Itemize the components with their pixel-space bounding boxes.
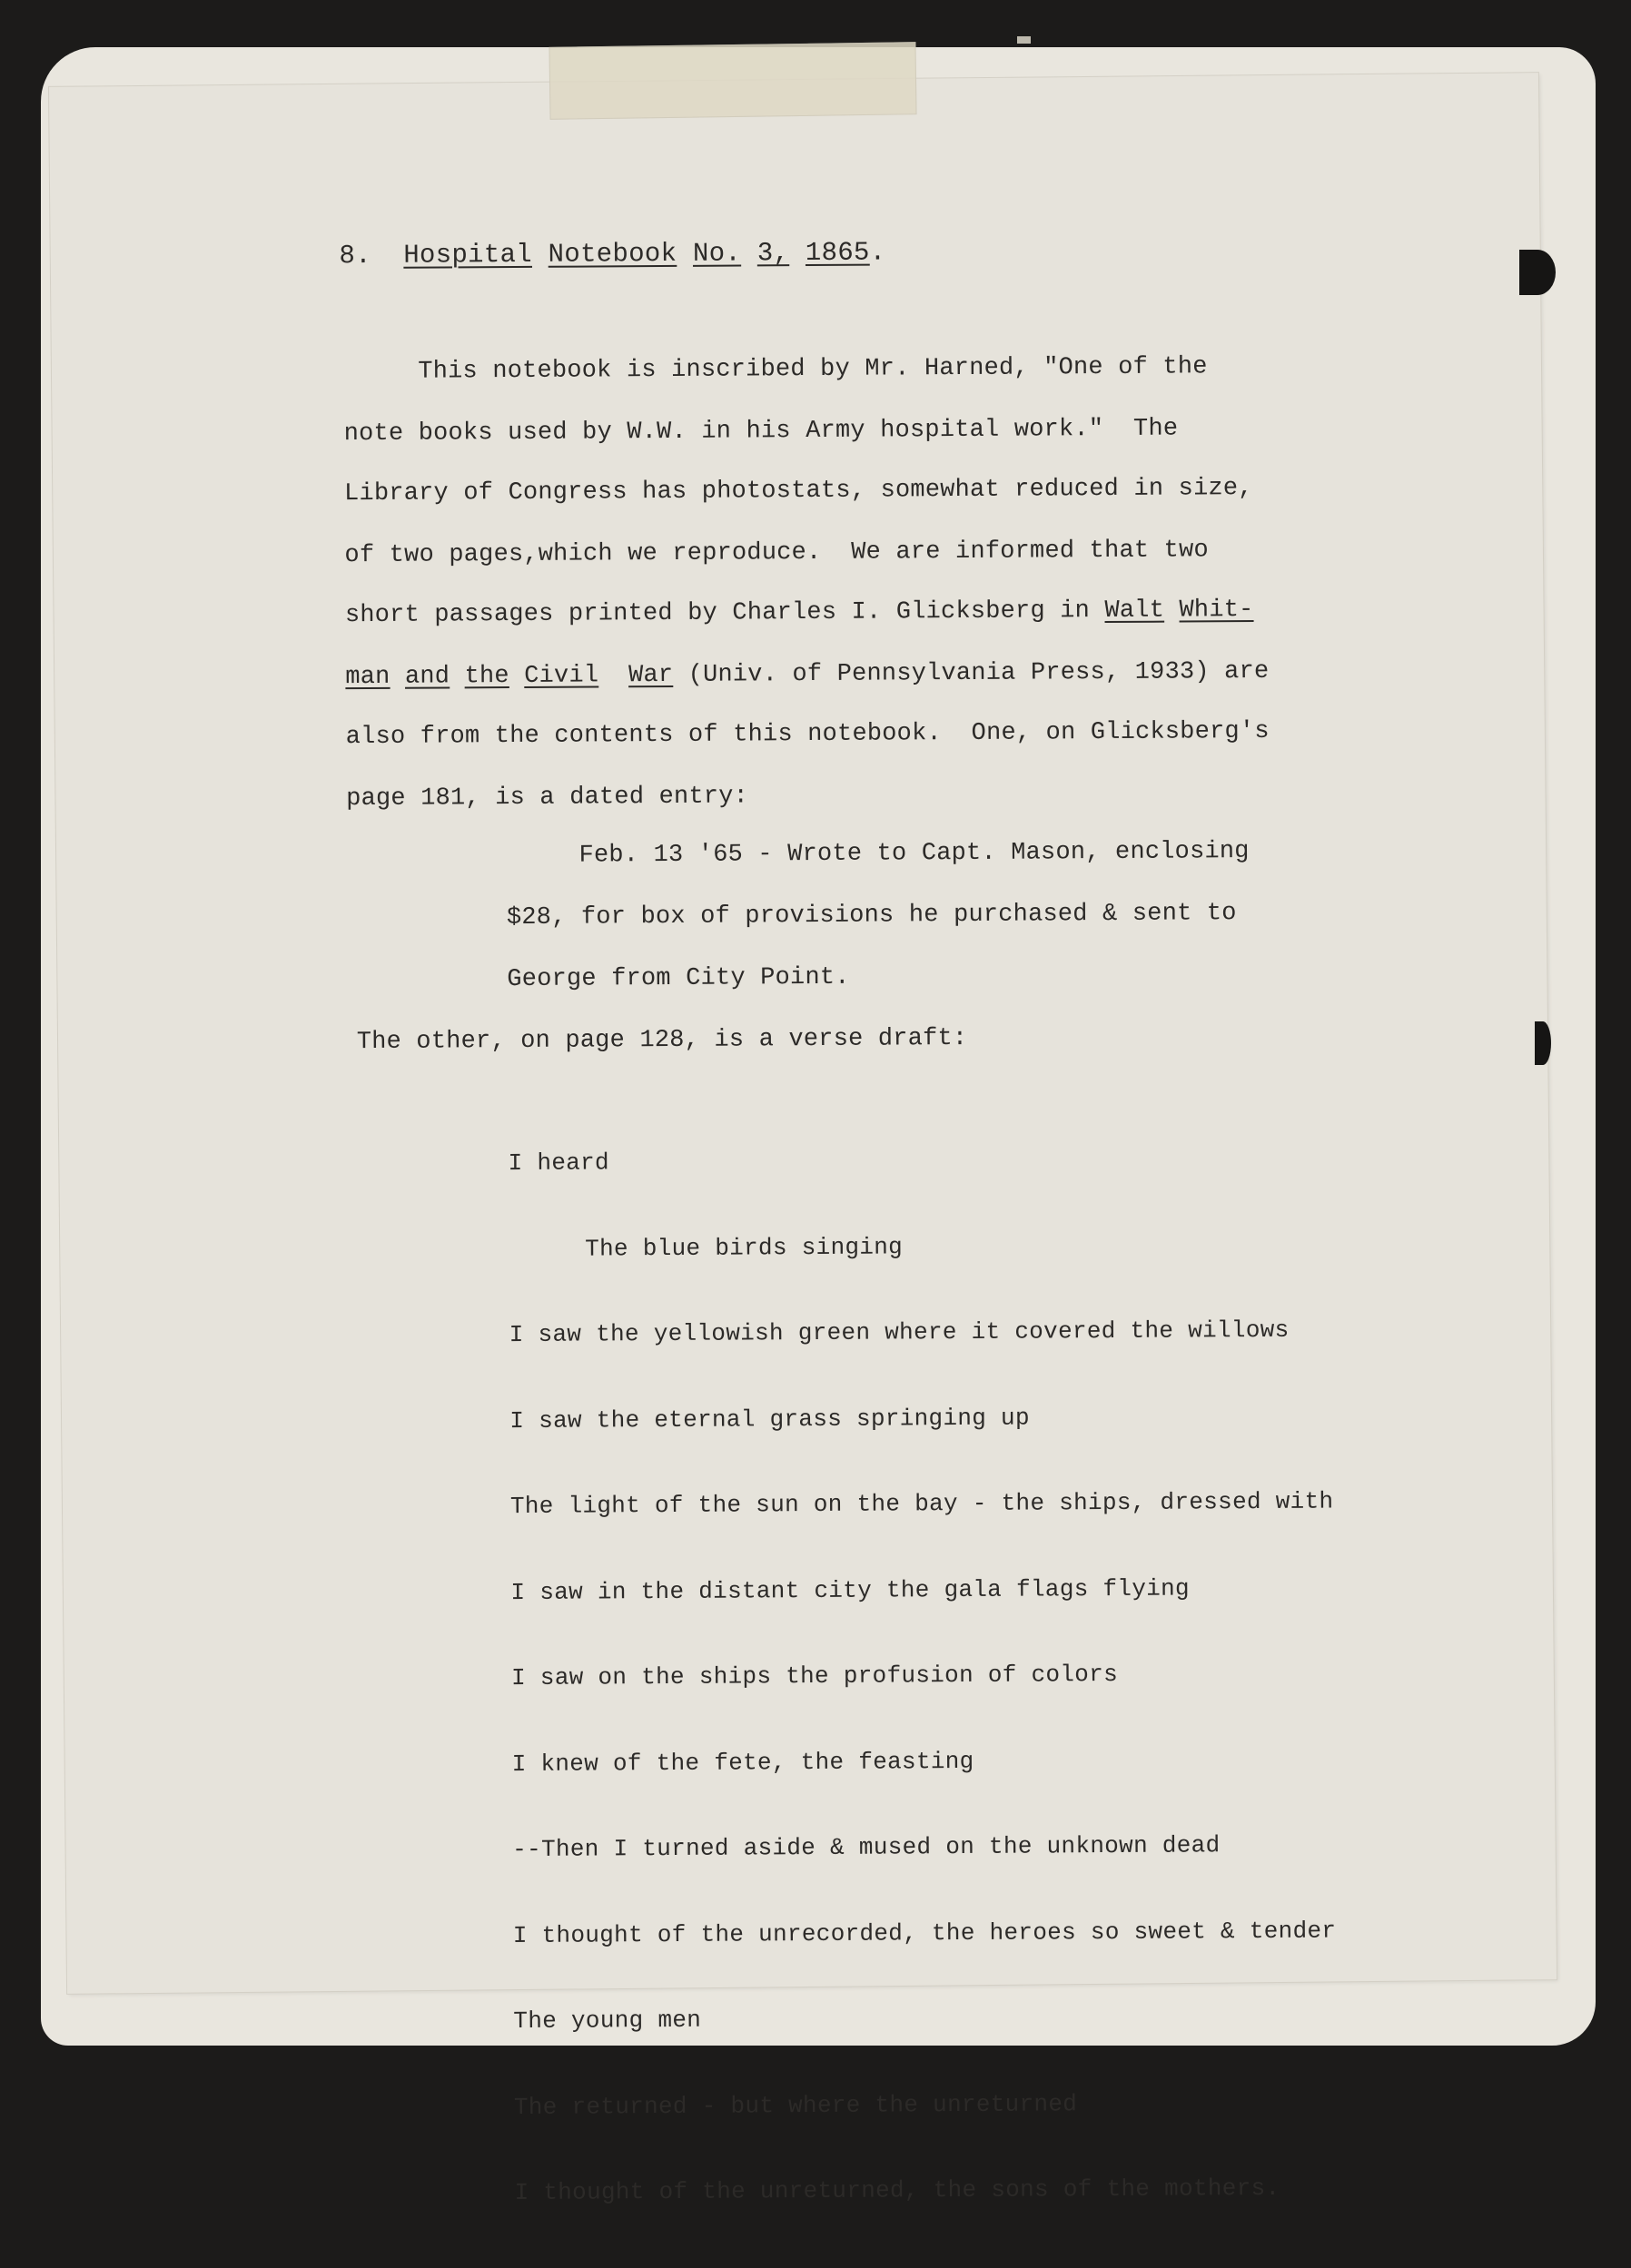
paragraph-line: This notebook is inscribed by Mr. Harned, "One of the <box>418 353 1208 386</box>
heading-year: 1865 <box>805 237 870 269</box>
verse-line: I knew of the fete, the feasting <box>511 1747 974 1778</box>
verse-line: The young men <box>513 2006 702 2036</box>
book-title-word: Civil <box>524 662 599 690</box>
heading-word: No. <box>692 238 742 269</box>
verse-line: The returned - but where the unreturned <box>513 2089 1078 2121</box>
heading-word: Hospital <box>403 239 533 271</box>
verse-draft <box>508 1088 1338 2265</box>
verse-line: I saw on the ships the profusion of colors <box>510 1660 1119 1692</box>
line-text: (Univ. of Pennsylvania Press, 1933) are <box>687 657 1270 689</box>
book-title-word: the <box>464 663 509 691</box>
dated-entry-line: George from City Point. <box>507 963 850 994</box>
paragraph-line: also from the contents of this notebook. One, on Glicksberg's <box>345 717 1270 752</box>
dated-entry-line: $28, for box of provisions he purchased & sent to <box>506 900 1237 932</box>
book-title-word: man <box>345 663 390 692</box>
dated-entry-line: Feb. 13 '65 - Wrote to Capt. Mason, enclosing <box>578 838 1250 870</box>
book-title-word: and <box>404 663 450 691</box>
verse-line: The light of the sun on the bay - the ships, dressed with <box>509 1487 1334 1521</box>
verse-line: I saw in the distant city the gala flags flying <box>510 1574 1190 1606</box>
section-heading <box>339 238 885 271</box>
book-title-word: Whit- <box>1179 597 1254 625</box>
verse-line: I thought of the unrecorded, the heroes so sweet & tender <box>512 1917 1337 1949</box>
heading-word: Notebook <box>548 238 677 270</box>
verse-line: I saw the eternal grass springing up <box>509 1404 1030 1435</box>
book-title-word: War <box>628 661 674 690</box>
verse-line: I saw the yellowish green where it covered the willows <box>509 1316 1290 1349</box>
paragraph-line: of two pages,which we reproduce. We are informed that two <box>344 537 1209 570</box>
paragraph-line: page 181, is a dated entry: <box>346 783 749 814</box>
verse-line: I heard <box>508 1149 610 1178</box>
heading-volume: 3, <box>756 238 790 269</box>
book-title-word: Walt <box>1104 597 1165 626</box>
paragraph-line <box>345 658 1269 691</box>
section-number: 8. <box>339 240 372 271</box>
line-text: short passages printed by Charles I. Glicksberg in <box>344 597 1105 630</box>
paragraph-line <box>345 597 1254 629</box>
verse-line: --Then I turned aside & mused on the unknown dead <box>512 1831 1221 1864</box>
heading-trailing: . <box>869 237 886 268</box>
transition-line: The other, on page 128, is a verse draft: <box>356 1024 968 1057</box>
verse-line: The blue birds singing <box>585 1232 904 1263</box>
paragraph-line: Library of Congress has photostats, somewhat reduced in size, <box>344 475 1253 508</box>
paragraph-line: note books used by W.W. in his Army hospital work." The <box>343 415 1179 449</box>
verse-line: I thought of the unreturned, the sons of the mothers. <box>514 2174 1280 2207</box>
